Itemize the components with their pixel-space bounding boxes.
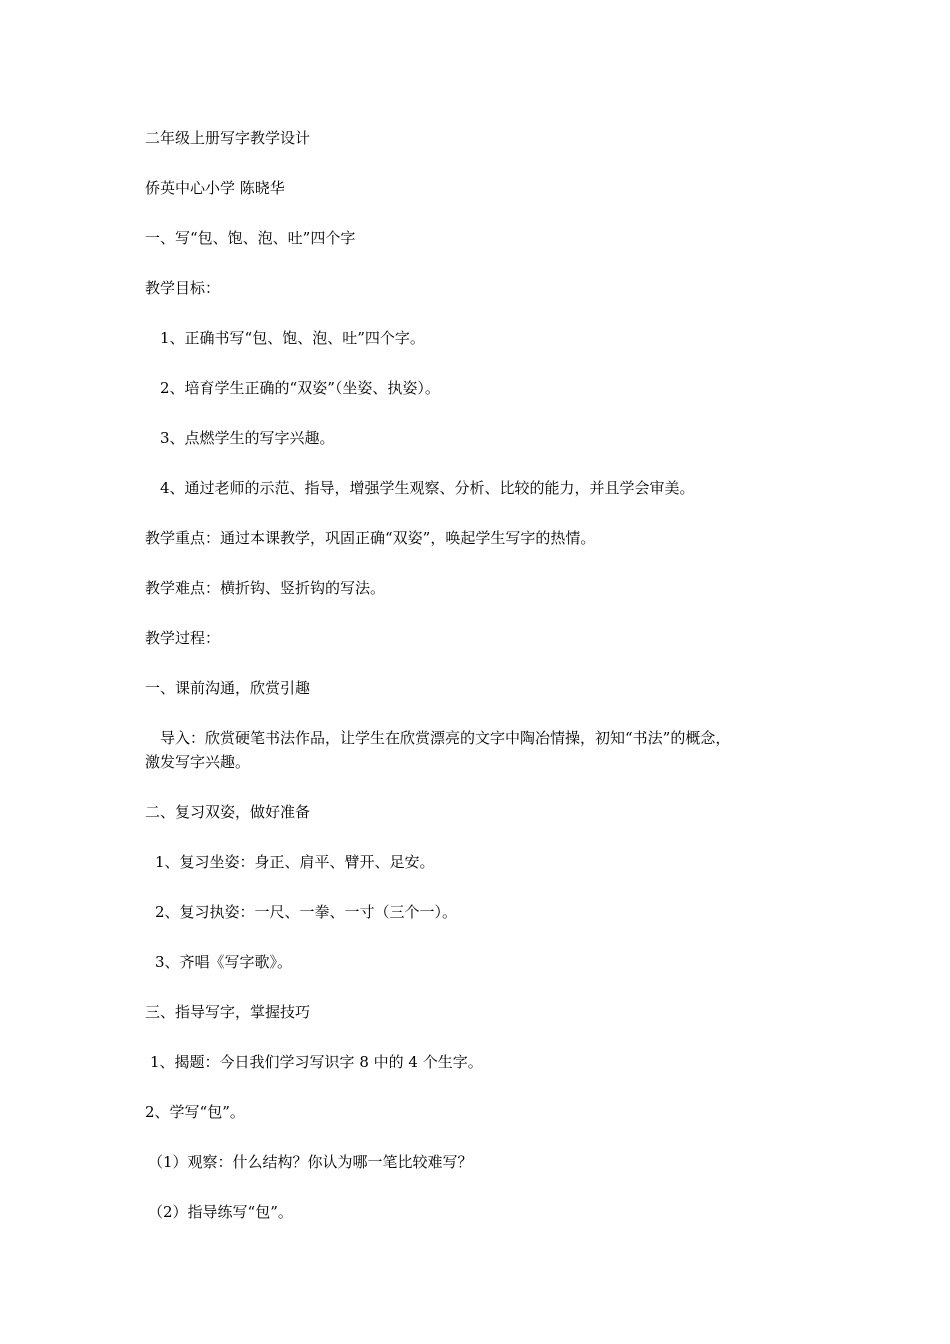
objective-item: 2、培育学生正确的“双姿”（坐姿、执姿）。 — [160, 379, 440, 397]
key-point: 教学重点：通过本课教学，巩固正确“双姿”，唤起学生写字的热情。 — [145, 529, 596, 547]
review-item: 3、齐唱《写字歌》。 — [155, 953, 293, 971]
document-author: 侨英中心小学 陈晓华 — [145, 179, 285, 197]
step-heading: 二、复习双姿，做好准备 — [145, 803, 311, 821]
objective-item: 1、正确书写“包、饱、泡、吐”四个字。 — [160, 329, 425, 347]
guide-subitem: （2）指导练写“包”。 — [148, 1203, 293, 1221]
intro-paragraph-line: 激发写字兴趣。 — [145, 753, 251, 771]
objectives-heading: 教学目标： — [145, 279, 221, 297]
intro-paragraph-line: 导入：欣赏硬笔书法作品，让学生在欣赏漂亮的文字中陶冶情操，初知“书法”的概念， — [160, 729, 731, 747]
difficult-point: 教学难点：横折钩、竖折钩的写法。 — [145, 579, 386, 597]
guide-item: 2、学写“包”。 — [145, 1103, 245, 1121]
objective-item: 4、通过老师的示范、指导，增强学生观察、分析、比较的能力，并且学会审美。 — [160, 479, 695, 497]
review-item: 1、复习坐姿：身正、肩平、臂开、足安。 — [155, 853, 435, 871]
step-heading: 三、指导写字，掌握技巧 — [145, 1003, 311, 1021]
document-title: 二年级上册写字教学设计 — [145, 129, 311, 147]
section-heading: 一、写“包、饱、泡、吐”四个字 — [145, 229, 356, 247]
objective-item: 3、点燃学生的写字兴趣。 — [160, 429, 335, 447]
step-heading: 一、课前沟通，欣赏引趣 — [145, 679, 311, 697]
review-item: 2、复习执姿：一尺、一拳、一寸（三个一）。 — [155, 903, 458, 921]
guide-subitem: （1）观察：什么结构？你认为哪一笔比较难写？ — [148, 1153, 473, 1171]
process-heading: 教学过程： — [145, 629, 221, 647]
guide-item: 1、揭题：今日我们学习写识字 8 中的 4 个生字。 — [150, 1053, 483, 1071]
